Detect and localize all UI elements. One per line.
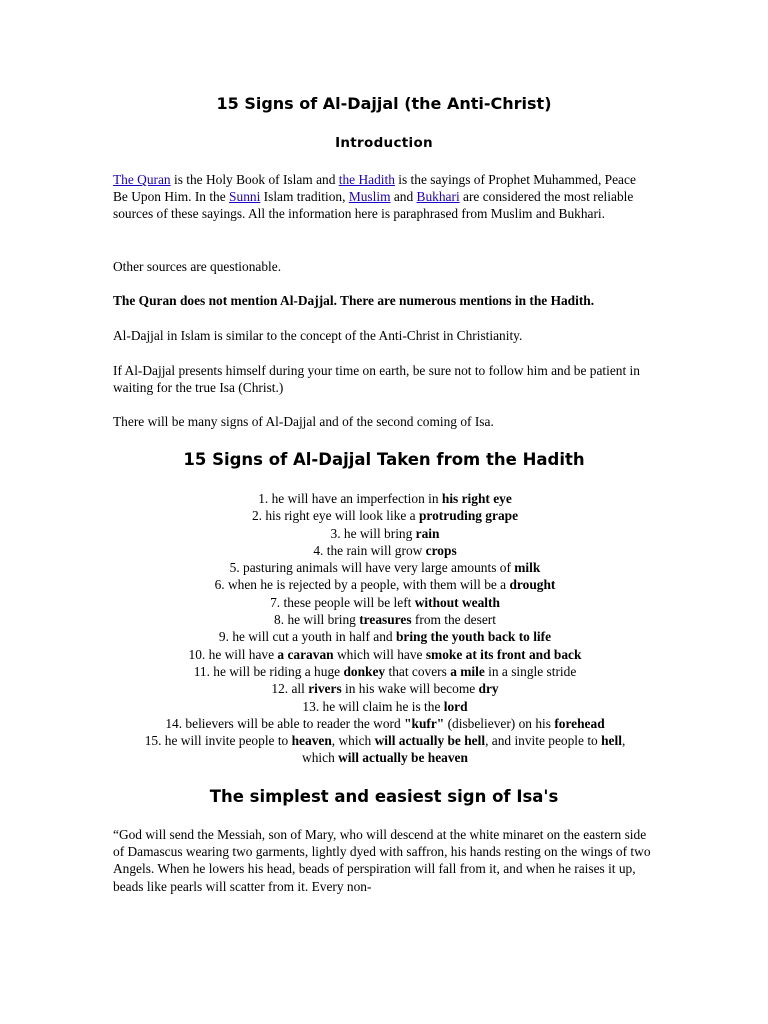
list-item: 15. he will invite people to heaven, which will actually be hell, and invite people to hell, (144, 733, 626, 749)
intro-text-2: is the sayings of Prophet Muhammed, Peace Be Upon Him. In the (113, 172, 636, 205)
introduction-heading: Introduction (335, 135, 433, 151)
paragraph-quran-note: The Quran does not mention Al-Dajjal. There are numerous mentions in the Hadith. (113, 293, 595, 308)
list-item: 2. his right eye will look like a protruding grape (251, 508, 519, 524)
paragraph-similar: Al-Dajjal in Islam is similar to the concept of the Anti-Christ in Christianity. (113, 328, 523, 343)
list-item: 10. he will have a caravan which will have smoke at its front and back (188, 646, 582, 662)
intro-text-5: are considered the most reliable sources of these sayings. All the information here is paraphrased from Muslim and Bukhari. (113, 189, 634, 222)
list-item: 8. he will bring treasures from the desert (274, 612, 496, 628)
list-item: 11. he will be riding a huge donkey that covers a mile in a single stride (193, 663, 577, 679)
quote-paragraph: “God will send the Messiah, son of Mary, who will descend at the white minaret on the eastern side of Damascus wearing two garments, lightly dyed with saffron, his hands resting on the wings of two Angels. When he lowers his head, beads of perspiration will fall from it, and when he raises it up, beads like pearls will scatter from it. Every non- (113, 827, 651, 894)
link-sunni[interactable]: Sunni (229, 189, 261, 205)
link-the-hadith[interactable]: the Hadith (338, 172, 395, 187)
signs-heading: 15 Signs of Al-Dajjal Taken from the Hadith (183, 450, 585, 469)
list-item: 14. believers will be able to reader the word "kufr" (disbeliever) on his forehead (165, 715, 605, 731)
paragraph-if: If Al-Dajjal presents himself during your time on earth, be sure not to follow him and be patient in waiting for the true Isa (Christ.) (113, 363, 640, 396)
intro-text-3: Islam tradition, (260, 189, 349, 205)
link-the-quran[interactable]: The Quran (113, 172, 171, 187)
intro-text-4: and (390, 189, 417, 205)
signs-list (105, 490, 665, 767)
intro-paragraph (113, 171, 653, 223)
list-item: 1. he will have an imperfection in his right eye (258, 491, 512, 506)
list-item: 5. pasturing animals will have very large amounts of milk (229, 560, 541, 576)
link-bukhari[interactable]: Bukhari (416, 189, 460, 205)
list-item: 12. all rivers in his wake will become dry (271, 681, 499, 697)
link-muslim[interactable]: Muslim (348, 189, 391, 205)
list-item: 9. he will cut a youth in half and bring the youth back to life (218, 629, 552, 645)
list-item: 3. he will bring rain (330, 525, 440, 541)
list-item: which will actually be heaven (302, 750, 468, 766)
paragraph-many-signs: There will be many signs of Al-Dajjal and of the second coming of Isa. (113, 414, 494, 429)
list-item: 4. the rain will grow crops (313, 542, 457, 558)
paragraph-other-sources: Other sources are questionable. (113, 259, 282, 274)
page-title: 15 Signs of Al-Dajjal (the Anti-Christ) (216, 94, 552, 113)
list-item: 13. he will claim he is the lord (302, 698, 468, 714)
list-item: 7. these people will be left without wealth (270, 594, 500, 610)
intro-text-1: is the Holy Book of Islam and (170, 172, 339, 187)
list-item: 6. when he is rejected by a people, with them will be a drought (214, 577, 556, 593)
isa-heading: The simplest and easiest sign of Isa's (209, 787, 559, 806)
